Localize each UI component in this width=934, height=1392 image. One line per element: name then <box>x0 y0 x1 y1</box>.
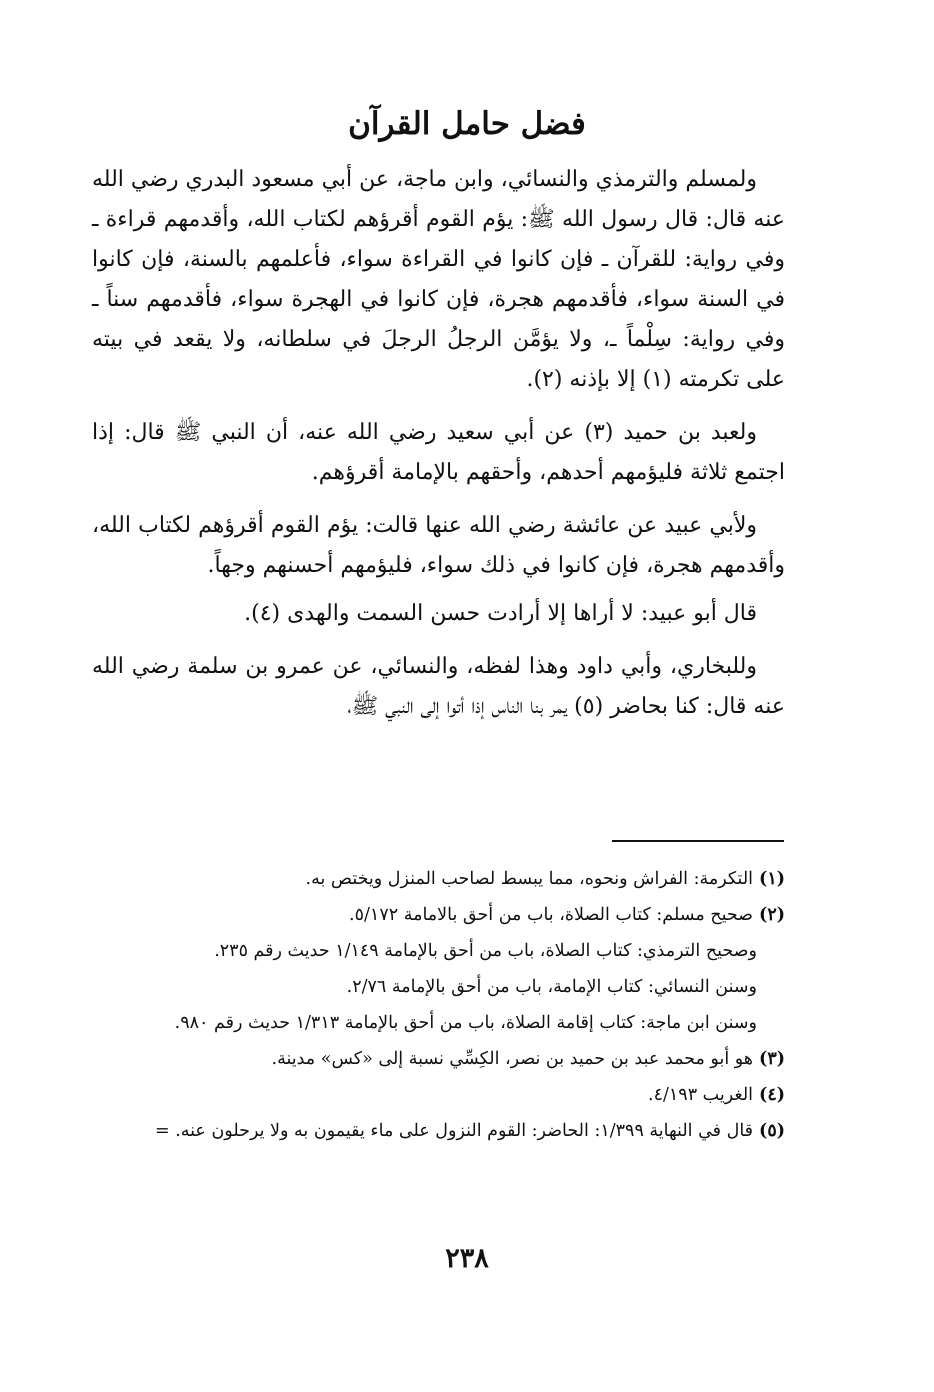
paragraph-3: ولأبي عبيد عن عائشة رضي الله عنها قالت: يؤم القوم أقرؤهم لكتاب الله، وأقدمهم هجرة، فإن كانوا في ذلك سواء، فليؤمهم أحسنهم وجهاً. <box>92 513 785 578</box>
footnote-number: (٣) <box>759 1049 785 1069</box>
footnote-2 <box>92 898 785 932</box>
footnote-3 <box>92 1042 785 1076</box>
footnote-text: التكرمة: الفراش ونحوه، مما يبسط لصاحب المنزل ويختص به. <box>305 869 754 889</box>
footnote-text: هو أبو محمد عبد بن حميد بن نصر، الكِسِّي نسبة إلى «كس» مدينة. <box>271 1049 754 1069</box>
page-title: فضل حامل القرآن <box>348 106 586 142</box>
paragraph-5: وللبخاري، وأبي داود وهذا لفظه، والنسائي، عن عمرو بن سلمة رضي الله عنه قال: كنا بحاضر (٥) يمر بنا الناس إذا أتوا إلى النبي ﷺ، <box>92 654 785 719</box>
footnote-1 <box>92 862 785 896</box>
footnote-number: (٥) <box>759 1121 785 1141</box>
footnote-2-continuation: وصحيح الترمذي: كتاب الصلاة، باب من أحق بالإمامة ١/١٤٩ حديث رقم ٢٣٥. <box>214 941 757 961</box>
footnote-text: قال في النهاية ١/٣٩٩: الحاضر: القوم النزول على ماء يقيمون به ولا يرحلون عنه. = <box>154 1121 754 1141</box>
footnotes <box>92 862 785 1150</box>
footnote-2-continuation: وسنن النسائي: كتاب الإمامة، باب من أحق بالإمامة ٢/٧٦. <box>346 977 757 997</box>
footnote-2-continuation: وسنن ابن ماجة: كتاب إقامة الصلاة، باب من أحق بالإمامة ١/٣١٣ حديث رقم ٩٨٠. <box>174 1013 757 1033</box>
footnote-separator <box>612 840 784 842</box>
footnote-5 <box>92 1114 785 1148</box>
footnote-4 <box>92 1078 785 1112</box>
paragraph-4: قال أبو عبيد: لا أراها إلا أرادت حسن السمت والهدى (٤). <box>244 601 757 626</box>
footnote-number: (١) <box>759 869 785 889</box>
footnote-number: (٢) <box>759 905 785 925</box>
footnote-number: (٤) <box>759 1085 785 1105</box>
paragraph-2: ولعبد بن حميد (٣) عن أبي سعيد رضي الله عنه، أن النبي ﷺ قال: إذا اجتمع ثلاثة فليؤمهم أحدهم، وأحقهم بالإمامة أقرؤهم. <box>92 420 785 485</box>
paragraph-1: ولمسلم والترمذي والنسائي، وابن ماجة، عن أبي مسعود البدري رضي الله عنه قال: قال رسول الله ﷺ: يؤم القوم أقرؤهم لكتاب الله، وأقدمهم قراءة ـ وفي رواية: للقرآن ـ فإن كانوا في القراءة سواء، فأعلمهم بالسنة، فإن كانوا في السنة سواء، فأقدمهم هجرة، فإن كانوا في الهجرة سواء، فأقدمهم سناً ـ وفي رواية: سِلْماً ـ، ولا يؤمَّن الرجلُ الرجلَ في سلطانه، ولا يقعد في بيته على تكرمته (١) إلا بإذنه (٢). <box>92 167 785 392</box>
footnote-text: صحيح مسلم: كتاب الصلاة، باب من أحق بالامامة ٥/١٧٢. <box>349 905 754 925</box>
page-number: ٢٣٨ <box>445 1243 489 1274</box>
main-text <box>92 160 785 740</box>
footnote-text: الغريب ٤/١٩٣. <box>648 1085 754 1105</box>
